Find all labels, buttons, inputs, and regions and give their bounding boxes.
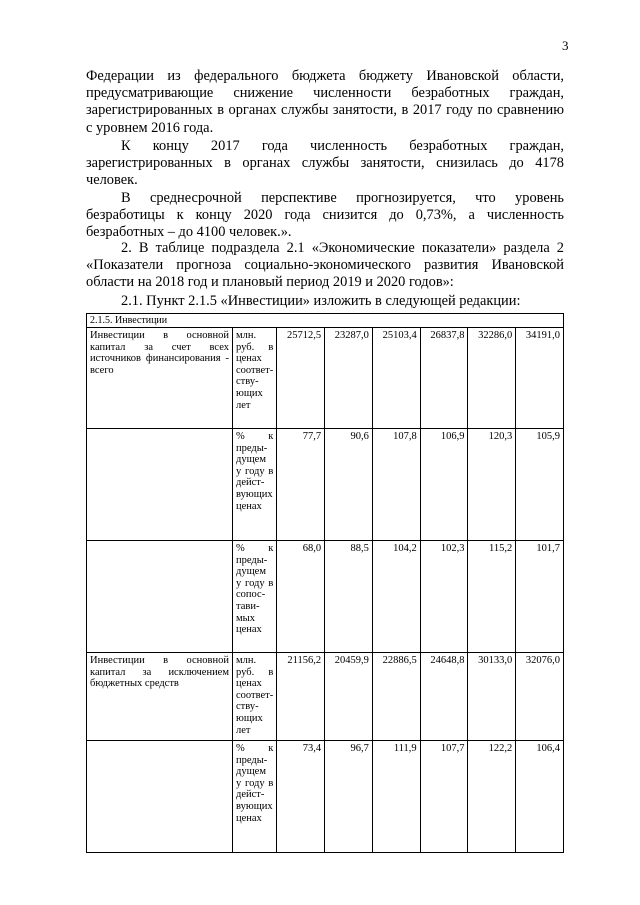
paragraph-3: В среднесрочной перспективе прогнозируется, что уровень безработицы к концу 2020 года снизится до 0,73%, а численность безработных – до 4100 человек.». (86, 190, 564, 241)
table-row (87, 741, 564, 853)
value-cell: 102,3 (420, 541, 468, 653)
value-cell: 101,7 (516, 541, 564, 653)
value-cell: 21156,2 (277, 653, 325, 741)
value-cell: 96,7 (325, 741, 373, 853)
table-section-header (87, 314, 564, 328)
section-title: 2.1.5. Инвестиции (87, 314, 564, 328)
page-number: 3 (562, 38, 569, 53)
value-cell: 68,0 (277, 541, 325, 653)
paragraph-5: 2.1. Пункт 2.1.5 «Инвестиции» изложить в следующей редакции: (121, 293, 521, 309)
value-cell: 88,5 (325, 541, 373, 653)
indicator-cell (87, 541, 233, 653)
value-cell: 120,3 (468, 429, 516, 541)
value-cell: 104,2 (372, 541, 420, 653)
unit-cell: млн. руб. в ценах соответствующих лет (233, 653, 277, 741)
value-cell: 115,2 (468, 541, 516, 653)
value-cell: 25712,5 (277, 328, 325, 429)
table-row (87, 653, 564, 741)
unit-cell: % к предыдущем у году в действующих ценах (233, 741, 277, 853)
value-cell: 32076,0 (516, 653, 564, 741)
value-cell: 111,9 (372, 741, 420, 853)
value-cell: 122,2 (468, 741, 516, 853)
unit-cell: млн. руб. в ценах соответствующих лет (233, 328, 277, 429)
paragraph-2: К концу 2017 года численность безработных граждан, зарегистрированных в органах службы занятости, снизилась до 4178 человек. (86, 138, 564, 189)
indicator-cell: Инвестиции в основной капитал за исключением бюджетных средств (87, 653, 233, 741)
value-cell: 26837,8 (420, 328, 468, 429)
value-cell: 32286,0 (468, 328, 516, 429)
table-row (87, 328, 564, 429)
table-row (87, 429, 564, 541)
value-cell: 25103,4 (372, 328, 420, 429)
value-cell: 73,4 (277, 741, 325, 853)
value-cell: 20459,9 (325, 653, 373, 741)
value-cell: 107,7 (420, 741, 468, 853)
value-cell: 77,7 (277, 429, 325, 541)
unit-cell: % к предыдущем у году в действующих ценах (233, 429, 277, 541)
indicator-cell: Инвестиции в основной капитал за счет всех источников финансирования - всего (87, 328, 233, 429)
table-row (87, 541, 564, 653)
indicator-cell (87, 741, 233, 853)
indicator-cell (87, 429, 233, 541)
value-cell: 105,9 (516, 429, 564, 541)
value-cell: 34191,0 (516, 328, 564, 429)
unit-cell: % к предыдущем у году в сопоставимых ценах (233, 541, 277, 653)
value-cell: 107,8 (372, 429, 420, 541)
paragraph-1: Федерации из федерального бюджета бюджету Ивановской области, предусматривающие снижение численности безработных граждан, зарегистрированных в органах службы занятости, в 2017 году по сравнению с уровнем 2016 года. (86, 68, 564, 136)
investment-table (86, 313, 564, 853)
value-cell: 106,4 (516, 741, 564, 853)
value-cell: 22886,5 (372, 653, 420, 741)
value-cell: 106,9 (420, 429, 468, 541)
value-cell: 24648,8 (420, 653, 468, 741)
value-cell: 30133,0 (468, 653, 516, 741)
paragraph-4: 2. В таблице подраздела 2.1 «Экономические показатели» раздела 2 «Показатели прогноза социально-экономического развития Ивановской области на 2018 год и плановый период 2019 и 2020 годов»: (86, 240, 564, 291)
value-cell: 90,6 (325, 429, 373, 541)
value-cell: 23287,0 (325, 328, 373, 429)
